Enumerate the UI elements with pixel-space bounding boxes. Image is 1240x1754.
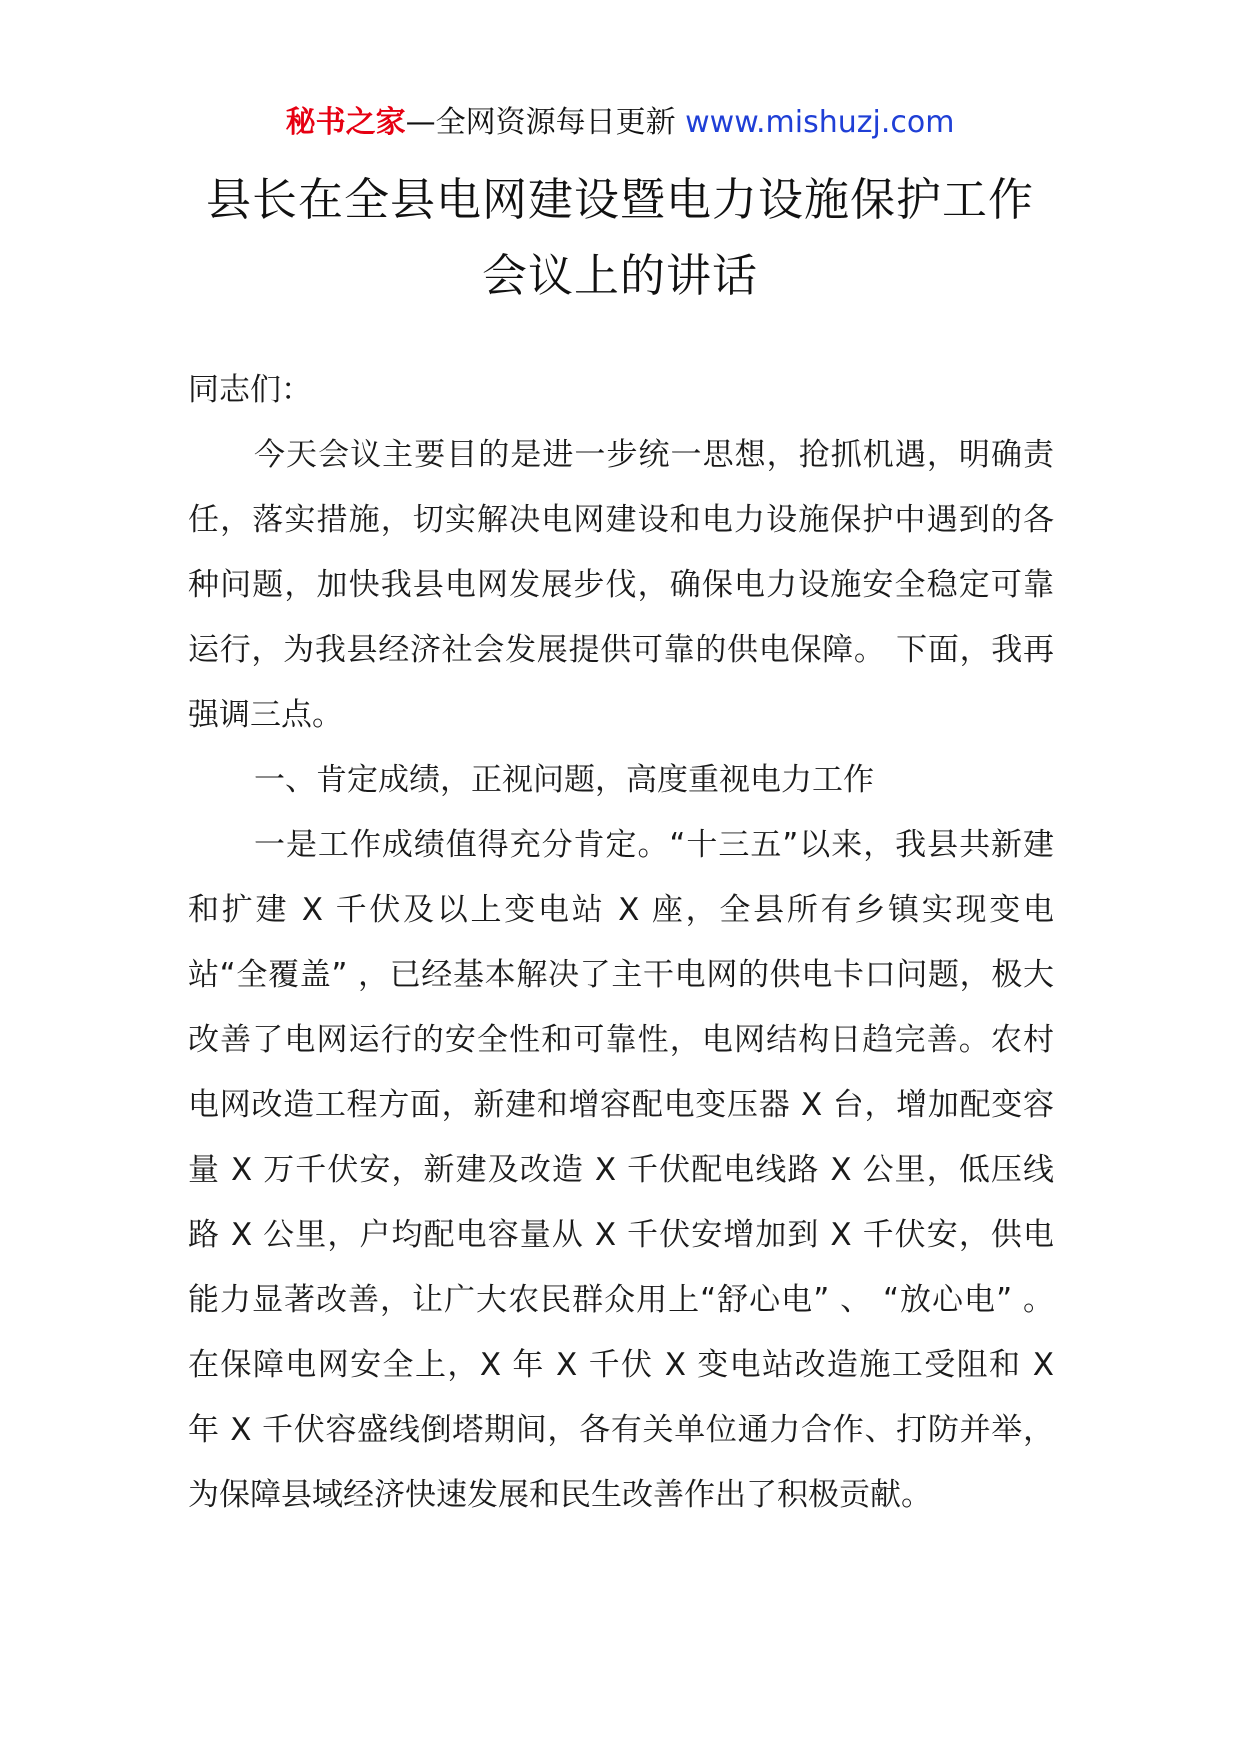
brand-name: 秘书之家 — [285, 105, 406, 140]
site-url-link[interactable]: www.mishuzj.com — [685, 105, 955, 140]
intro-paragraph: 今天会议主要目的是进一步统一思想，抢抓机遇，明确责任，落实措施，切实解决电网建设和电力设施保护中遇到的各种问题，加快我县电网发展步伐，确保电力设施安全稳定可靠运行，为我县经济社会发展提供可靠的供电保障。 下面，我再强调三点。 — [188, 437, 1054, 733]
document-title-line-1: 县长在全县电网建设暨电力设施保护工作 — [205, 173, 1034, 226]
site-header — [0, 101, 1240, 145]
document-title-line-2: 会议上的讲话 — [481, 249, 758, 302]
salutation: 同志们： — [188, 372, 312, 408]
section-1-paragraph-1: 一是工作成绩值得充分肯定。“十三五”以来，我县共新建和扩建 X 千伏及以上变电站 X 座，全县所有乡镇实现变电站“全覆盖” ，已经基本解决了主干电网的供电卡口问题，极大改善了电网运行的安全性和可靠性，电网结构日趋完善。农村电网改造工程方面，新建和增容配电变压器 X 台，增加配变容量 X 万千伏安，新建及改造 X 千伏配电线路 X 公里，低压线路 X 公里，户均配电容量从 X 千伏安增加到 X 千伏安，供电能力显著改善，让广大农民群众用上“舒心电” 、 “放心电” 。在保障电网安全上，X 年 X 千伏 X 变电站改造施工受阻和 X 年 X 千伏容盛线倒塔期间，各有关单位通力合作、打防并举，为保障县域经济快速发展和民生改善作出了积极贡献。 — [188, 827, 1054, 1513]
document-body — [188, 358, 1054, 1528]
header-slogan: —全网资源每日更新 — [405, 105, 676, 140]
document-title — [0, 162, 1240, 314]
section-1-heading: 一、肯定成绩，正视问题，高度重视电力工作 — [254, 762, 874, 798]
